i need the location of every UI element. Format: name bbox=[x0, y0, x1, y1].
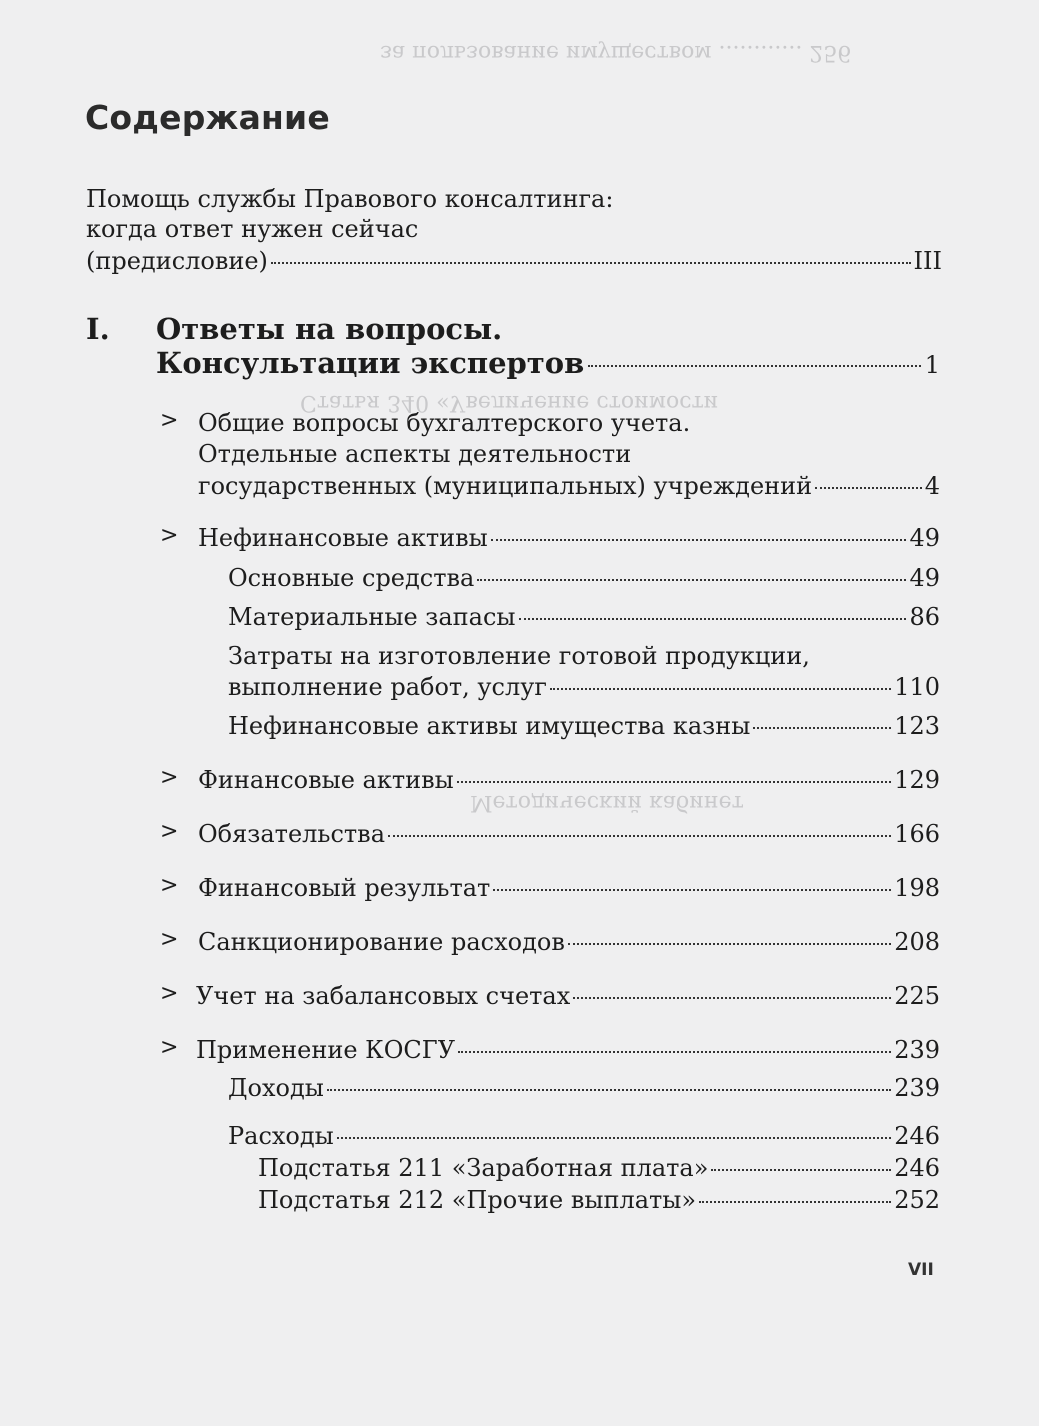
toc-entry-income[interactable] bbox=[228, 1073, 940, 1103]
dot-leader bbox=[815, 487, 922, 489]
toc-entry-inventories[interactable] bbox=[228, 602, 940, 632]
page-number: 252 bbox=[894, 1186, 940, 1214]
page-number: 198 bbox=[894, 874, 940, 902]
toc-entry-nonfin[interactable] bbox=[198, 523, 940, 553]
page-number: 225 bbox=[894, 982, 940, 1010]
show-through-text: Статья 340 «Увеличение стоимости bbox=[300, 390, 719, 415]
dot-leader bbox=[573, 997, 891, 999]
page-number: 49 bbox=[909, 564, 940, 592]
dot-leader bbox=[458, 1051, 891, 1053]
page-title: Содержание bbox=[85, 98, 330, 137]
entry-label: Финансовый результат bbox=[198, 874, 491, 902]
entry-label: государственных (муниципальных) учреждений bbox=[198, 472, 813, 500]
dot-leader bbox=[327, 1089, 891, 1091]
preface-line-1: Помощь службы Правового консалтинга: bbox=[86, 185, 614, 213]
chevron-right-icon: > bbox=[160, 873, 179, 898]
dot-leader bbox=[550, 688, 891, 690]
dot-leader bbox=[699, 1201, 891, 1203]
page-number: 86 bbox=[909, 603, 940, 631]
entry-line: Затраты на изготовление готовой продукции, bbox=[228, 642, 810, 670]
toc-entry-fin-assets[interactable] bbox=[198, 765, 940, 795]
dot-leader bbox=[477, 579, 906, 581]
entry-label: Расходы bbox=[228, 1122, 334, 1150]
page-number: 49 bbox=[909, 524, 940, 552]
toc-entry-sub212[interactable] bbox=[258, 1185, 940, 1215]
toc-entry-offbalance[interactable] bbox=[196, 981, 940, 1011]
entry-label: Основные средства bbox=[228, 564, 475, 592]
chevron-right-icon: > bbox=[160, 819, 179, 844]
page-number: III bbox=[913, 247, 942, 275]
entry-line: Общие вопросы бухгалтерского учета. bbox=[198, 409, 691, 437]
dot-leader bbox=[568, 943, 891, 945]
entry-label: Подстатья 211 «Заработная плата» bbox=[258, 1154, 709, 1182]
show-through-text: за пользование имуществом ............ 256 bbox=[380, 40, 852, 65]
page-number: 110 bbox=[894, 673, 940, 701]
page-number: 1 bbox=[924, 351, 940, 379]
chevron-right-icon: > bbox=[160, 1035, 179, 1060]
page-number: 129 bbox=[894, 766, 940, 794]
entry-label: Материальные запасы bbox=[228, 603, 516, 631]
section-title-line-1: Ответы на вопросы. bbox=[156, 312, 503, 346]
entry-label: Финансовые активы bbox=[198, 766, 454, 794]
page-number: 208 bbox=[894, 928, 940, 956]
entry-label: (предисловие) bbox=[86, 247, 268, 275]
entry-line: Отдельные аспекты деятельности bbox=[198, 440, 632, 468]
entry-label: Нефинансовые активы bbox=[198, 524, 488, 552]
toc-entry-section-1[interactable] bbox=[156, 346, 940, 382]
chevron-right-icon: > bbox=[160, 981, 179, 1006]
toc-entry-sub211[interactable] bbox=[258, 1153, 940, 1183]
toc-entry-fixed-assets[interactable] bbox=[228, 563, 940, 593]
show-through-text: Методический кабинет bbox=[470, 790, 744, 815]
dot-leader bbox=[519, 618, 907, 620]
chevron-right-icon: > bbox=[160, 408, 179, 433]
entry-label: Применение КОСГУ bbox=[196, 1036, 456, 1064]
toc-entry-expenses[interactable] bbox=[228, 1121, 940, 1151]
toc-entry-preface[interactable] bbox=[86, 246, 942, 276]
toc-entry-liabilities[interactable] bbox=[198, 819, 940, 849]
entry-label: Подстатья 212 «Прочие выплаты» bbox=[258, 1186, 697, 1214]
section-number: I. bbox=[86, 312, 110, 346]
dot-leader bbox=[337, 1137, 891, 1139]
dot-leader bbox=[491, 539, 907, 541]
dot-leader bbox=[753, 727, 891, 729]
entry-label: Санкционирование расходов bbox=[198, 928, 565, 956]
dot-leader bbox=[588, 365, 920, 367]
page-number: 246 bbox=[894, 1122, 940, 1150]
chevron-right-icon: > bbox=[160, 523, 179, 548]
dot-leader bbox=[457, 781, 891, 783]
dot-leader bbox=[388, 835, 891, 837]
page-number: 239 bbox=[894, 1074, 940, 1102]
entry-label: Доходы bbox=[228, 1074, 324, 1102]
entry-label: Учет на забалансовых счетах bbox=[196, 982, 571, 1010]
toc-entry-production-costs[interactable] bbox=[228, 672, 940, 702]
chevron-right-icon: > bbox=[160, 927, 179, 952]
toc-entry-general[interactable] bbox=[198, 471, 940, 501]
page-number: 4 bbox=[924, 472, 940, 500]
preface-line-2: когда ответ нужен сейчас bbox=[86, 215, 419, 243]
page-number: 166 bbox=[894, 820, 940, 848]
entry-label: Обязательства bbox=[198, 820, 385, 848]
entry-label: выполнение работ, услуг bbox=[228, 673, 547, 701]
chevron-right-icon: > bbox=[160, 765, 179, 790]
dot-leader bbox=[493, 889, 891, 891]
section-title-line-2: Консультации экспертов bbox=[156, 346, 585, 380]
dot-leader bbox=[271, 262, 911, 264]
toc-entry-fin-result[interactable] bbox=[198, 873, 940, 903]
dot-leader bbox=[711, 1169, 891, 1171]
toc-entry-kosgu[interactable] bbox=[196, 1035, 940, 1065]
toc-entry-sanction[interactable] bbox=[198, 927, 940, 957]
toc-entry-treasury-assets[interactable] bbox=[228, 711, 940, 741]
page-folio: VII bbox=[908, 1260, 934, 1280]
page-number: 246 bbox=[894, 1154, 940, 1182]
entry-label: Нефинансовые активы имущества казны bbox=[228, 712, 751, 740]
page-number: 239 bbox=[894, 1036, 940, 1064]
page-number: 123 bbox=[894, 712, 940, 740]
